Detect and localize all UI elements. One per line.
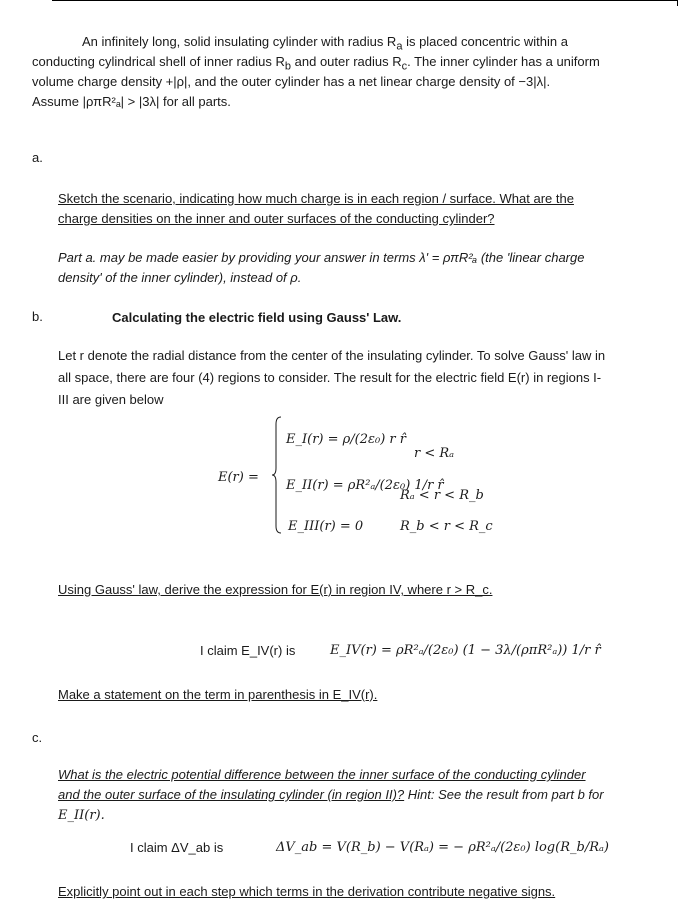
part-a-label: a. (32, 150, 43, 165)
part-c-claim-expression: ΔV_ab = V(R_b) − V(Rₐ) = − ρR²ₐ/(2ε₀) log(R_b/Rₐ) (276, 840, 609, 855)
part-a-hint-line-1: Part a. may be made easier by providing your answer in terms λ' = ρπR²ₐ (the 'linear charge (58, 250, 585, 265)
case-1-expr: E_I(r) = ρ/(2ε₀) r r̂ (286, 432, 406, 447)
intro-line-1: An infinitely long, solid insulating cylinder with radius $R_a$ is placed concentric within a (82, 34, 568, 53)
intro-line-2: conducting cylindrical shell of inner radius $R_b$ and outer radius $R_c$. The inner cylinder has a uniform (32, 54, 600, 73)
part-b-heading: Calculating the electric field using Gauss' Law. (112, 310, 402, 325)
piecewise-brace (272, 416, 282, 534)
part-c-label: c. (32, 730, 43, 745)
part-a-task-line-2: charge densities on the inner and outer surfaces of the conducting cylinder? (58, 211, 495, 226)
part-c-task-line-3: E_II(r). (58, 808, 105, 823)
part-a-task-line-1: Sketch the scenario, indicating how much charge is in each region / surface. What are the (58, 191, 574, 206)
part-a-hint-line-2: density' of the inner cylinder), instead of ρ. (58, 270, 302, 285)
top-rule (52, 0, 678, 1)
case-1-condition: r < Rₐ (414, 446, 455, 461)
case-2-expr: E_II(r) = ρR²ₐ/(2ε₀) 1/r r̂ (286, 478, 444, 493)
piecewise-lhs: E(r) = (218, 470, 259, 485)
part-c-task-line-1: What is the electric potential difference between the inner surface of the conducting cylinder (58, 767, 586, 782)
case-3-condition: R_b < r < R_c (400, 519, 493, 534)
part-c-task-line-2: and the outer surface of the insulating cylinder (in region II)? Hint: See the result from part b for (58, 787, 604, 802)
part-b-body-line-2: all space, there are four (4) regions to consider. The result for the electric field E(r) in regions I- (58, 370, 602, 385)
part-b-statement: Make a statement on the term in parenthesis in E_IV(r). (58, 687, 378, 702)
part-c-claim: I claim ΔV_ab is (130, 840, 224, 855)
part-b-body-line-3: III are given below (58, 392, 164, 407)
case-3-expr: E_III(r) = 0 (288, 519, 364, 534)
intro-line-4: Assume |ρπR²ₐ| > |3λ| for all parts. (32, 94, 231, 109)
part-b-claim-expression: E_IV(r) = ρR²ₐ/(2ε₀) (1 − 3λ/(ρπR²ₐ)) 1/r r̂ (330, 643, 601, 658)
case-2-condition: Rₐ < r < R_b (400, 488, 484, 503)
intro-line-3: volume charge density +|ρ|, and the outer cylinder has a net linear charge density of −3|λ|. (32, 74, 551, 89)
part-c-final-instruction: Explicitly point out in each step which terms in the derivation contribute negative signs. (58, 884, 556, 899)
part-b-label: b. (32, 309, 43, 324)
part-b-body-line-1: Let r denote the radial distance from the center of the insulating cylinder. To solve Gauss' law in (58, 348, 606, 363)
part-b-task: Using Gauss' law, derive the expression for E(r) in region IV, where r > R_c. (58, 582, 493, 597)
part-b-claim: I claim E_IV(r) is (200, 643, 296, 658)
